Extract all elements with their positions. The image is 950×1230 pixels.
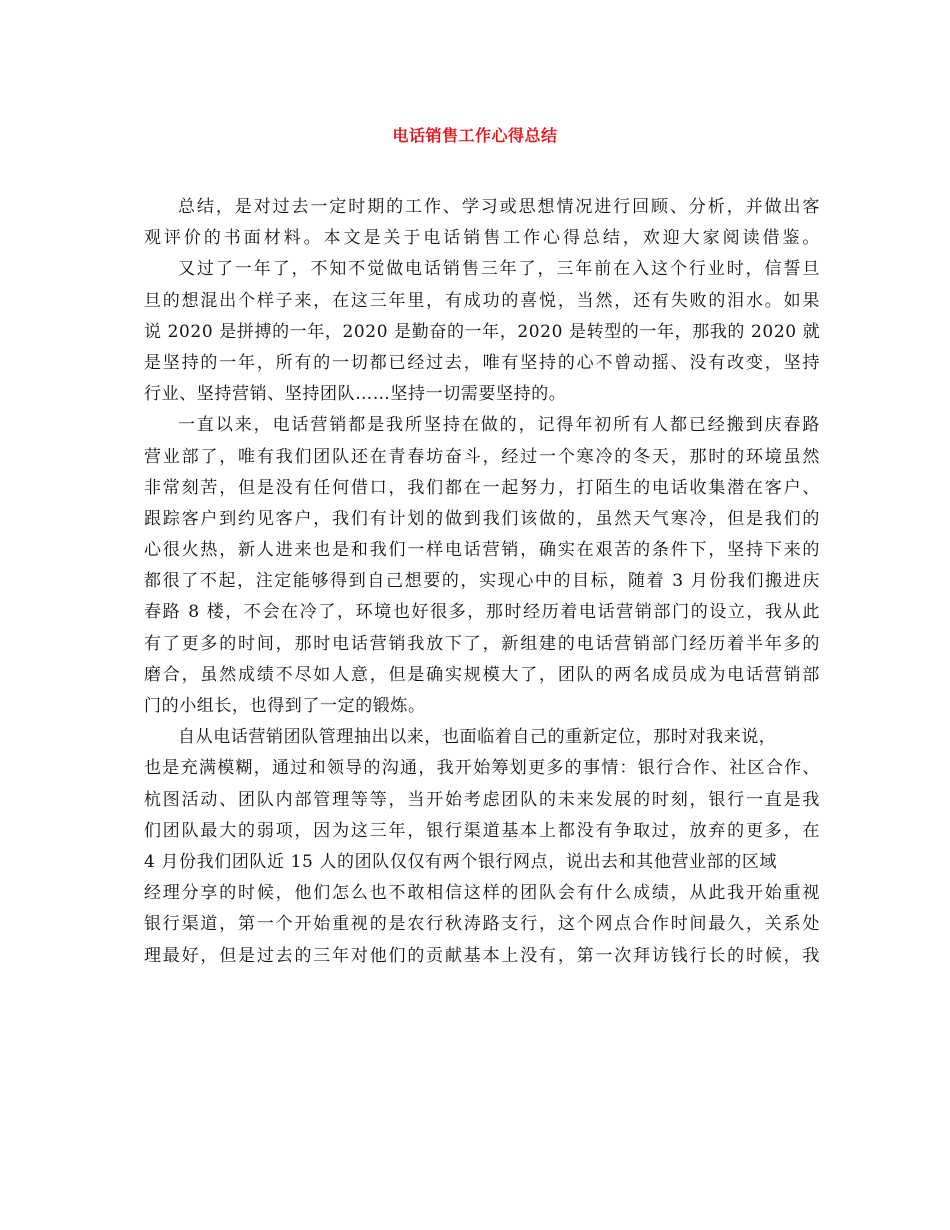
paragraph-telemarketing	[144, 410, 820, 722]
paragraph-persistence	[144, 254, 820, 410]
text-line: 非常刻苦，但是没有任何借口，我们都在一起努力，打陌生的电话收集潜在客户、	[144, 477, 820, 498]
text-line: 有了更多的时间，那时电话营销我放下了，新组建的电话营销部门经历着半年多的	[144, 633, 820, 654]
text-line: 说 2020 是拼搏的一年，2020 是勤奋的一年，2020 是转型的一年，那我的 2020 就	[144, 321, 820, 342]
text-line: 观评价的书面材料。本文是关于电话销售工作心得总结，欢迎大家阅读借鉴。	[144, 228, 820, 249]
text-line: 心很火热，新人进来也是和我们一样电话营销，确实在艰苦的条件下，坚持下来的	[144, 540, 820, 561]
text-line: 磨合，虽然成绩不尽如人意，但是确实规模大了，团队的两名成员成为电话营销部	[144, 664, 820, 685]
text-line: 杭图活动、团队内部管理等等，当开始考虑团队的未来发展的时刻，银行一直是我	[144, 789, 820, 810]
text-line: 行业、坚持营销、坚持团队……坚持一切需要坚持的。	[144, 384, 567, 405]
text-line: 经理分享的时候，他们怎么也不敢相信这样的团队会有什么成绩，从此我开始重视	[144, 883, 820, 904]
text-line: 理最好，但是过去的三年对他们的贡献基本上没有，第一次拜访钱行长的时候，我	[144, 945, 820, 966]
text-line: 旦的想混出个样子来，在这三年里，有成功的喜悦，当然，还有失败的泪水。如果	[144, 290, 820, 311]
text-line: 又过了一年了，不知不觉做电话销售三年了，三年前在入这个行业时，信誓旦	[178, 259, 820, 280]
text-line: 4 月份我们团队近 15 人的团队仅仅有两个银行网点，说出去和其他营业部的区域	[144, 851, 778, 872]
text-line: 也是充满模糊，通过和领导的沟通，我开始筹划更多的事情：银行合作、社区合作、	[144, 758, 820, 779]
text-line: 营业部了，唯有我们团队还在青春坊奋斗，经过一个寒冷的冬天，那时的环境虽然	[144, 446, 820, 467]
text-line: 们团队最大的弱项，因为这三年，银行渠道基本上都没有争取过，放弃的更多，在	[144, 820, 820, 841]
document-title: 电话销售工作心得总结	[392, 126, 558, 145]
text-line: 自从电话营销团队管理抽出以来，也面临着自己的重新定位，那时对我来说，	[178, 727, 777, 748]
text-line: 总结，是对过去一定时期的工作、学习或思想情况进行回顾、分析，并做出客	[178, 197, 820, 217]
text-line: 银行渠道，第一个开始重视的是农行秋涛路支行，这个网点合作时间最久，关系处	[144, 914, 820, 935]
paragraph-bank-channel	[144, 722, 820, 972]
document-body	[144, 192, 820, 972]
text-line: 跟踪客户到约见客户，我们有计划的做到我们该做的，虽然天气寒冷，但是我们的	[144, 508, 820, 529]
text-line: 门的小组长，也得到了一定的锻炼。	[144, 696, 426, 716]
paragraph-intro	[144, 192, 820, 254]
text-line: 春路 8 楼，不会在冷了，环境也好很多，那时经历着电话营销部门的设立，我从此	[144, 602, 820, 623]
text-line: 是坚持的一年，所有的一切都已经过去，唯有坚持的心不曾动摇、没有改变，坚持	[144, 352, 820, 373]
text-line: 一直以来，电话营销都是我所坚持在做的，记得年初所有人都已经搬到庆春路	[178, 415, 820, 436]
text-line: 都很了不起，注定能够得到自己想要的，实现心中的目标，随着 3 月份我们搬进庆	[144, 571, 820, 592]
